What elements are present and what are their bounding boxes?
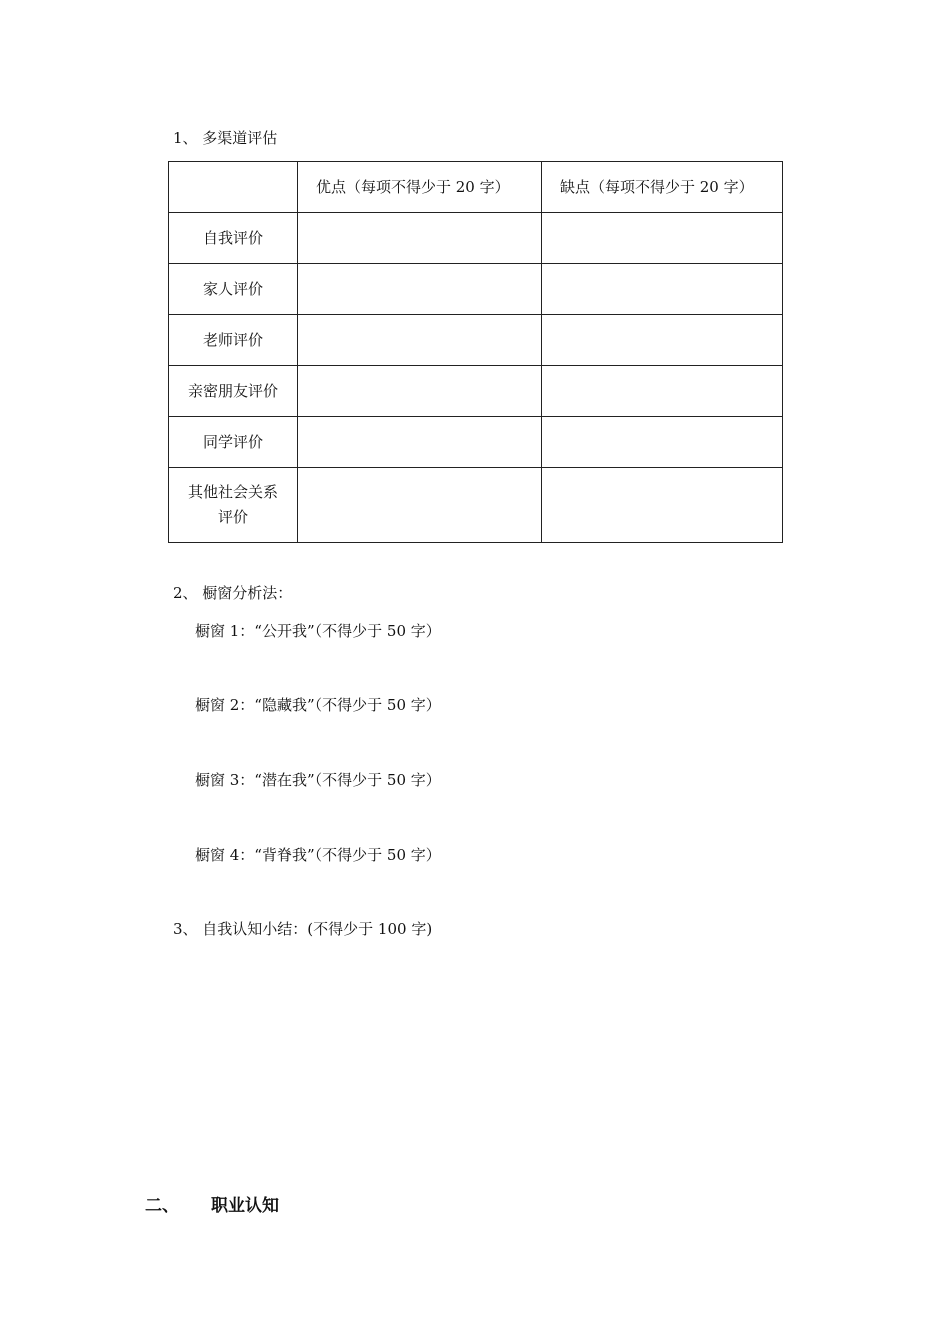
pros-cell[interactable]: [298, 417, 542, 468]
table-row: [169, 213, 783, 264]
pros-cell[interactable]: [298, 315, 542, 366]
cons-cell[interactable]: [542, 468, 783, 543]
section-2-title: 2、 橱窗分析法：: [173, 584, 293, 602]
chapter-number: 二、: [145, 1196, 179, 1216]
table-header-corner: [169, 162, 298, 213]
section-1-title: 1、 多渠道评估: [173, 129, 278, 147]
table-header-pros: 优点（每项不得少于 20 字）: [298, 162, 542, 213]
table-row: [169, 468, 783, 543]
table-row: [169, 315, 783, 366]
cons-cell[interactable]: [542, 213, 783, 264]
row-label: 同学评价: [169, 417, 298, 468]
chapter-heading: [145, 1191, 279, 1216]
cons-cell[interactable]: [542, 315, 783, 366]
window-3-prompt: 橱窗 3：“潜在我”（不得少于 50 字）: [195, 771, 441, 789]
table-row: [169, 264, 783, 315]
cons-cell[interactable]: [542, 366, 783, 417]
table-row: [169, 366, 783, 417]
pros-cell[interactable]: [298, 468, 542, 543]
row-label: 家人评价: [169, 264, 298, 315]
pros-cell[interactable]: [298, 213, 542, 264]
table-header-cons: 缺点（每项不得少于 20 字）: [542, 162, 783, 213]
window-2-prompt: 橱窗 2：“隐藏我”（不得少于 50 字）: [195, 696, 441, 714]
table-row: [169, 417, 783, 468]
evaluation-table: [168, 161, 783, 543]
row-label: 老师评价: [169, 315, 298, 366]
cons-cell[interactable]: [542, 264, 783, 315]
row-label: 其他社会关系 评价: [169, 468, 298, 543]
window-1-prompt: 橱窗 1：“公开我”（不得少于 50 字）: [195, 622, 441, 640]
pros-cell[interactable]: [298, 264, 542, 315]
section-3-title: 3、 自我认知小结：(不得少于 100 字): [173, 920, 433, 938]
cons-cell[interactable]: [542, 417, 783, 468]
window-4-prompt: 橱窗 4：“背脊我”（不得少于 50 字）: [195, 846, 441, 864]
chapter-title: 职业认知: [211, 1196, 279, 1216]
pros-cell[interactable]: [298, 366, 542, 417]
row-label: 亲密朋友评价: [169, 366, 298, 417]
table-header-row: [169, 162, 783, 213]
row-label: 自我评价: [169, 213, 298, 264]
